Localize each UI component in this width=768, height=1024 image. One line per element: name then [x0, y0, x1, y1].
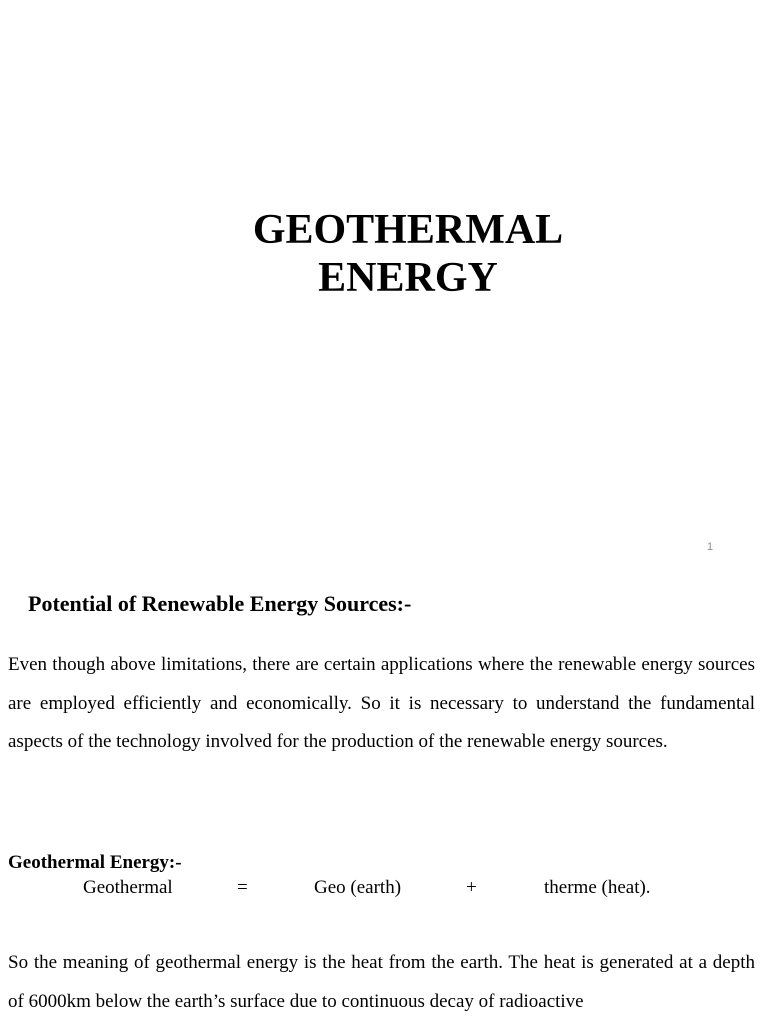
slide-title-line-1: GEOTHERMAL — [252, 207, 564, 253]
content-page — [0, 576, 768, 1024]
section-heading: Potential of Renewable Energy Sources:- — [28, 591, 412, 616]
page-number: 1 — [707, 541, 714, 553]
geothermal-heading: Geothermal Energy:- — [8, 852, 182, 873]
slide-title-line-2: ENERGY — [318, 255, 498, 301]
paragraph-renewable-potential: Even though above limitations, there are certain applications where the renewable energy sources are employed efficiently and economically. So it is necessary to understand the fundamental aspects of the technology involved for the production of the renewable energy sources. — [8, 654, 755, 752]
paragraph-geothermal-meaning: So the meaning of geothermal energy is the heat from the earth. The heat is generated at a depth of 6000km below the earth’s surface due to continuous decay of radioactive — [8, 952, 755, 1012]
equation-term-geothermal: Geothermal — [83, 877, 173, 898]
equation-equals: = — [237, 877, 248, 898]
equation-term-geo: Geo (earth) — [314, 877, 402, 898]
equation-term-therme: therme (heat). — [544, 877, 651, 898]
equation-plus: + — [466, 877, 477, 898]
slide-title — [0, 206, 768, 302]
